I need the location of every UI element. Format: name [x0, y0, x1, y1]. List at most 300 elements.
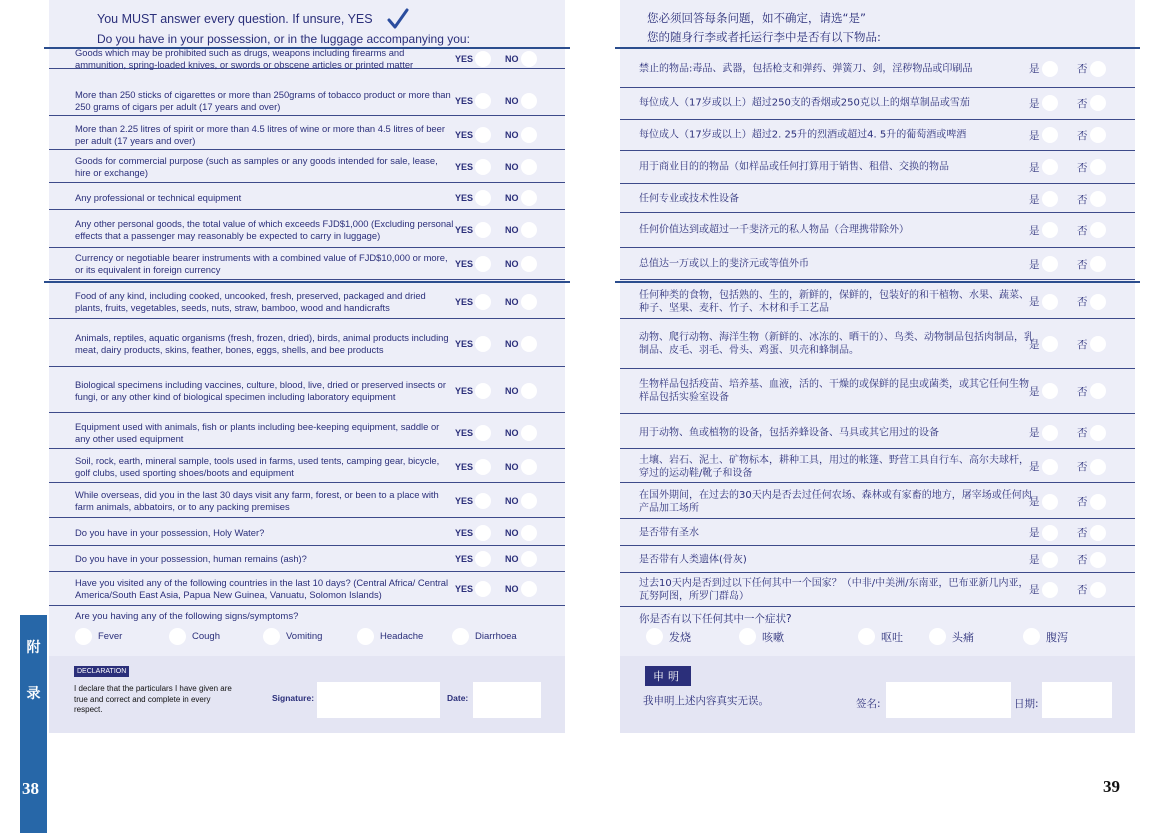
- no-option[interactable]: [505, 336, 537, 352]
- no-label: 否: [1077, 63, 1088, 75]
- question-row: [49, 120, 565, 150]
- question-row: [620, 369, 1135, 414]
- question-text: 每位成人（17岁或以上）超过2. 25升的烈酒或超过4. 5升的葡萄酒或啤酒: [639, 129, 967, 141]
- no-option[interactable]: [1077, 256, 1106, 272]
- yes-checkbox[interactable]: [1042, 459, 1058, 475]
- yes-label: YES: [455, 554, 474, 564]
- possession-heading-zh: 您的随身行李或者托运行李中是否有以下物品:: [647, 30, 881, 44]
- no-label: NO: [505, 259, 519, 269]
- no-option[interactable]: [1077, 552, 1106, 568]
- possession-heading: Do you have in your possession, or in the luggage accompanying you:: [97, 32, 470, 46]
- yes-option[interactable]: [1029, 582, 1058, 598]
- question-text: 每位成人（17岁或以上）超过250支的香烟或250克以上的烟草制品或雪茄: [639, 97, 970, 109]
- yes-option[interactable]: [1029, 256, 1058, 272]
- symptom-option[interactable]: [739, 628, 784, 645]
- yes-checkbox[interactable]: [1042, 127, 1058, 143]
- declaration-text: I declare that the particulars I have given are true and correct and complete in every respect.: [74, 684, 232, 714]
- yes-checkbox[interactable]: [1042, 294, 1058, 310]
- no-option[interactable]: [505, 581, 537, 597]
- yes-checkbox[interactable]: [475, 93, 491, 109]
- question-row: [49, 186, 565, 210]
- question-text: 生物样品包括疫苗、培养基、血液，活的、干燥的或保鲜的昆虫或菌类，或其它任何生物样品包括实验室设备: [639, 379, 1029, 403]
- yes-checkbox[interactable]: [475, 581, 491, 597]
- no-checkbox[interactable]: [1090, 256, 1106, 272]
- yes-label: YES: [455, 496, 474, 506]
- yes-checkbox[interactable]: [1042, 256, 1058, 272]
- yes-label: 是: [1029, 161, 1040, 174]
- no-option[interactable]: [505, 459, 537, 475]
- question-row: [49, 321, 565, 367]
- symptoms-question-zh: 你是否有以下任何其中一个症状?: [639, 613, 792, 625]
- no-option[interactable]: [505, 93, 537, 109]
- yes-label: 是: [1029, 496, 1040, 508]
- no-option[interactable]: [505, 294, 537, 310]
- symptom-label: 呕吐: [881, 630, 903, 644]
- no-checkbox[interactable]: [1090, 383, 1106, 399]
- yes-option[interactable]: [1029, 552, 1058, 568]
- yes-option[interactable]: [455, 51, 491, 67]
- no-label: 否: [1077, 97, 1088, 110]
- yes-label: YES: [455, 259, 474, 269]
- signature-label: Signature:: [272, 693, 315, 703]
- question-row: [620, 87, 1135, 120]
- no-checkbox[interactable]: [521, 459, 537, 475]
- no-option[interactable]: [505, 222, 537, 238]
- yes-option[interactable]: [455, 525, 491, 541]
- question-text: 在国外期间，在过去的30天内是否去过任何农场、森林或有家畜的地方，屠宰场或任何肉产品加工场所: [639, 489, 1032, 514]
- yes-label: YES: [455, 296, 474, 307]
- no-option[interactable]: [1077, 494, 1106, 510]
- yes-label: 是: [1029, 584, 1040, 596]
- appendix-side-tab: [20, 615, 47, 833]
- question-text: 过去10天内是否到过以下任何其中一个国家？（中非/中美洲/东南亚，巴布亚新几内亚，瓦努阿图，所罗门群岛）: [639, 577, 1029, 602]
- no-checkbox[interactable]: [521, 190, 537, 206]
- no-option[interactable]: [505, 425, 537, 441]
- no-label: 否: [1077, 427, 1088, 439]
- question-row: [620, 249, 1135, 280]
- question-row: [49, 47, 565, 70]
- no-checkbox[interactable]: [521, 581, 537, 597]
- question-text: More than 250 sticks of cigarettes or more than 250grams of tobacco product or more than 250 grams of cigars per adult (17 years and over): [75, 89, 451, 112]
- no-checkbox[interactable]: [521, 222, 537, 238]
- question-row: [49, 573, 565, 606]
- no-checkbox[interactable]: [1090, 525, 1106, 541]
- no-option[interactable]: [1077, 127, 1106, 143]
- no-checkbox[interactable]: [1090, 222, 1106, 238]
- no-option[interactable]: [1077, 459, 1106, 475]
- yes-option[interactable]: [455, 93, 491, 109]
- customs-form-chinese: [620, 0, 1135, 733]
- yes-checkbox[interactable]: [1042, 159, 1058, 175]
- instruction-text: You MUST answer every question. If unsure, YES: [97, 12, 373, 26]
- yes-option[interactable]: [1029, 294, 1058, 310]
- no-label: 否: [1077, 554, 1088, 566]
- question-text: 是否带有圣水: [639, 527, 699, 538]
- no-option[interactable]: [1077, 95, 1106, 111]
- yes-option[interactable]: [1029, 459, 1058, 475]
- no-option[interactable]: [505, 51, 537, 67]
- question-text: Goods for commercial purpose (such as samples or any goods intended for sale, lease, hire or exchange): [75, 155, 438, 178]
- question-text: Any professional or technical equipment: [75, 191, 242, 203]
- question-text: While overseas, did you in the last 30 days visit any farm, forest, or been to a place with farm animals, abbatoirs, or to any packing premises: [75, 489, 439, 512]
- symptoms-question: Are you having any of the following signs/symptoms?: [75, 611, 299, 622]
- no-label: NO: [505, 584, 519, 594]
- question-row: [49, 87, 565, 116]
- yes-checkbox[interactable]: [475, 222, 491, 238]
- side-tab-char-1: 附: [26, 640, 41, 656]
- yes-checkbox[interactable]: [1042, 494, 1058, 510]
- yes-label: 是: [1029, 97, 1040, 110]
- question-text: 动物、爬行动物、海洋生物（新鲜的、冰冻的、晒干的）、鸟类、动物制品包括肉制品，乳制品、皮毛、羽毛、骨头、鸡蛋、贝壳和蜂制品。: [639, 332, 1034, 356]
- yes-option[interactable]: [1029, 336, 1058, 352]
- no-option[interactable]: [505, 551, 537, 567]
- yes-option[interactable]: [455, 159, 491, 175]
- yes-label: 是: [1029, 193, 1040, 206]
- symptom-option[interactable]: [357, 628, 423, 645]
- yes-option[interactable]: [455, 256, 491, 272]
- no-checkbox[interactable]: [521, 159, 537, 175]
- question-row: [620, 120, 1135, 151]
- no-checkbox[interactable]: [521, 493, 537, 509]
- question-text: Currency or negotiable bearer instruments with a combined value of FJD$10,000 or more, or its equivalent in foreign currency: [75, 252, 448, 275]
- symptom-checkbox[interactable]: [739, 628, 756, 645]
- yes-label: 是: [1029, 224, 1040, 237]
- yes-label: 是: [1029, 338, 1040, 351]
- symptom-checkbox[interactable]: [263, 628, 280, 645]
- symptom-checkbox[interactable]: [929, 628, 946, 645]
- yes-option[interactable]: [455, 127, 491, 143]
- no-option[interactable]: [1077, 159, 1106, 175]
- symptom-option[interactable]: [263, 628, 322, 645]
- yes-option[interactable]: [1029, 222, 1058, 238]
- question-text: 用于动物、鱼或植物的设备，包括养蜂设备、马具或其它用过的设备: [639, 427, 939, 438]
- no-option[interactable]: [1077, 525, 1106, 541]
- yes-option[interactable]: [455, 459, 491, 475]
- no-checkbox[interactable]: [1090, 159, 1106, 175]
- question-row: [49, 417, 565, 449]
- yes-checkbox[interactable]: [475, 459, 491, 475]
- signature-field-zh[interactable]: [886, 682, 1011, 718]
- no-checkbox[interactable]: [521, 551, 537, 567]
- yes-option[interactable]: [1029, 525, 1058, 541]
- no-option[interactable]: [505, 256, 537, 272]
- symptom-option[interactable]: [452, 628, 517, 645]
- symptom-option[interactable]: [1023, 628, 1068, 645]
- question-row: [620, 213, 1135, 248]
- question-text: Do you have in your possession, human remains (ash)?: [75, 553, 307, 564]
- question-text: 是否带有人类遗体(骨灰): [639, 554, 747, 565]
- question-text: Equipment used with animals, fish or plants including bee-keeping equipment, saddle or any other used equipment: [75, 420, 440, 444]
- yes-checkbox[interactable]: [475, 383, 491, 399]
- yes-option[interactable]: [455, 294, 491, 310]
- symptom-checkbox[interactable]: [169, 628, 186, 645]
- no-label: 否: [1077, 496, 1088, 508]
- declaration-text-zh: 我申明上述内容真实无误。: [643, 695, 769, 707]
- section-divider: [615, 281, 1140, 283]
- declaration-section-zh: [620, 656, 1135, 733]
- no-option[interactable]: [1077, 294, 1106, 310]
- checkmark-icon: [387, 8, 409, 30]
- yes-label: 是: [1029, 296, 1040, 308]
- side-tab-char-2: 录: [26, 686, 41, 702]
- no-option[interactable]: [505, 525, 537, 541]
- no-checkbox[interactable]: [521, 256, 537, 272]
- no-label: 否: [1077, 258, 1088, 271]
- question-text: 任何专业或技术性设备: [639, 193, 739, 205]
- yes-option[interactable]: [1029, 383, 1058, 399]
- declaration-section: [49, 656, 565, 733]
- symptoms-row: [49, 624, 565, 650]
- yes-option[interactable]: [1029, 95, 1058, 111]
- date-field-zh[interactable]: [1042, 682, 1112, 718]
- instruction-line: [97, 8, 613, 30]
- no-option[interactable]: [1077, 383, 1106, 399]
- no-checkbox[interactable]: [1090, 582, 1106, 598]
- question-row: [620, 451, 1135, 483]
- symptom-checkbox[interactable]: [646, 628, 663, 645]
- page-number-left: 38: [22, 779, 39, 798]
- question-row: [620, 320, 1135, 369]
- yes-label: YES: [455, 527, 474, 538]
- yes-option[interactable]: [455, 425, 491, 441]
- symptom-label: Cough: [192, 631, 220, 642]
- symptom-checkbox[interactable]: [858, 628, 875, 645]
- no-label: 否: [1077, 584, 1088, 596]
- question-text: 土壤、岩石、泥土、矿物标本，耕种工具，用过的帐篷、野营工具自行车、高尔夫球杆，穿过的运动鞋/靴子和设备: [639, 454, 1029, 479]
- no-label: NO: [505, 192, 519, 203]
- yes-checkbox[interactable]: [475, 525, 491, 541]
- no-option[interactable]: [505, 190, 537, 206]
- question-text: Food of any kind, including cooked, uncooked, fresh, preserved, packaged and dried plants, fruits, vegetables, seeds, nuts, straw, bamboo, wood and handicrafts: [75, 289, 426, 313]
- no-option[interactable]: [505, 493, 537, 509]
- section-divider: [615, 47, 1140, 49]
- symptom-label: Fever: [98, 631, 123, 642]
- yes-option[interactable]: [455, 493, 491, 509]
- yes-checkbox[interactable]: [1042, 222, 1058, 238]
- question-row: [620, 573, 1135, 607]
- no-label: 否: [1077, 193, 1088, 206]
- no-label: NO: [505, 162, 519, 172]
- declaration-tag-zh: 申明: [645, 666, 691, 686]
- yes-label: 是: [1029, 527, 1040, 539]
- no-checkbox[interactable]: [521, 127, 537, 143]
- question-row: [49, 369, 565, 413]
- question-row: [49, 152, 565, 183]
- no-checkbox[interactable]: [521, 294, 537, 310]
- yes-checkbox[interactable]: [475, 51, 491, 67]
- yes-label: YES: [455, 385, 474, 396]
- no-label: NO: [505, 385, 519, 396]
- no-label: 否: [1077, 296, 1088, 308]
- yes-checkbox[interactable]: [475, 127, 491, 143]
- no-option[interactable]: [1077, 222, 1106, 238]
- symptoms-row-zh: [620, 624, 1135, 650]
- yes-label: 是: [1029, 427, 1040, 439]
- yes-option[interactable]: [455, 551, 491, 567]
- symptom-label: Vomiting: [286, 631, 323, 642]
- yes-label: YES: [455, 584, 474, 594]
- no-label: 否: [1077, 129, 1088, 142]
- question-row: [620, 50, 1135, 88]
- customs-form-english: [49, 0, 565, 733]
- yes-option[interactable]: [1029, 494, 1058, 510]
- yes-label: 是: [1029, 461, 1040, 473]
- yes-label: YES: [455, 129, 474, 140]
- no-option[interactable]: [505, 159, 537, 175]
- question-row: [620, 417, 1135, 449]
- yes-option[interactable]: [455, 581, 491, 597]
- no-checkbox[interactable]: [1090, 191, 1106, 207]
- question-text: Goods which may be prohibited such as drugs, weapons including firearms and ammunition, spring-loaded knives, or swords or obscene articles or printed matter: [75, 47, 414, 70]
- question-text: 任何种类的食物，包括熟的、生的，新鲜的，保鲜的，包装好的和干植物、水果、蔬菜、种子、坚果、麦秆、竹子、木材和手工艺品: [639, 289, 1029, 314]
- no-checkbox[interactable]: [1090, 61, 1106, 77]
- no-checkbox[interactable]: [1090, 294, 1106, 310]
- yes-checkbox[interactable]: [475, 256, 491, 272]
- question-text: Biological specimens including vaccines, culture, blood, live, dried or preserved insects or fungi, or any other kind of biological specimen including laboratory equipment: [75, 378, 447, 402]
- question-text: Do you have in your possession, Holy Water?: [75, 526, 265, 538]
- yes-checkbox[interactable]: [1042, 336, 1058, 352]
- yes-label: YES: [455, 225, 474, 235]
- no-checkbox[interactable]: [1090, 552, 1106, 568]
- no-checkbox[interactable]: [1090, 459, 1106, 475]
- yes-label: YES: [455, 338, 474, 349]
- no-label: 否: [1077, 385, 1088, 398]
- symptom-option[interactable]: [75, 628, 122, 645]
- question-row: [49, 249, 565, 280]
- question-row: [620, 151, 1135, 184]
- yes-checkbox[interactable]: [475, 493, 491, 509]
- no-label: NO: [505, 338, 519, 349]
- no-option[interactable]: [1077, 425, 1106, 441]
- question-text: 用于商业目的的物品（如样品或任何打算用于销售、租借、交换的物品: [639, 161, 949, 173]
- no-label: 否: [1077, 461, 1088, 473]
- no-option[interactable]: [1077, 582, 1106, 598]
- no-label: NO: [505, 225, 519, 235]
- no-label: NO: [505, 427, 519, 438]
- yes-option[interactable]: [455, 190, 491, 206]
- yes-checkbox[interactable]: [1042, 95, 1058, 111]
- no-option[interactable]: [1077, 61, 1106, 77]
- no-option[interactable]: [1077, 191, 1106, 207]
- yes-checkbox[interactable]: [475, 336, 491, 352]
- yes-option[interactable]: [455, 336, 491, 352]
- yes-label: YES: [455, 162, 474, 172]
- yes-checkbox[interactable]: [1042, 582, 1058, 598]
- symptom-checkbox[interactable]: [452, 628, 469, 645]
- yes-label: YES: [455, 96, 474, 106]
- question-row: [620, 485, 1135, 519]
- no-checkbox[interactable]: [1090, 336, 1106, 352]
- no-label: 否: [1077, 224, 1088, 237]
- section-divider: [44, 281, 570, 283]
- yes-checkbox[interactable]: [475, 190, 491, 206]
- question-row: [49, 547, 565, 572]
- yes-checkbox[interactable]: [475, 551, 491, 567]
- question-row: [620, 285, 1135, 319]
- no-checkbox[interactable]: [1090, 425, 1106, 441]
- no-label: NO: [505, 461, 519, 472]
- question-row: [49, 485, 565, 518]
- no-option[interactable]: [505, 383, 537, 399]
- no-checkbox[interactable]: [521, 93, 537, 109]
- yes-checkbox[interactable]: [1042, 525, 1058, 541]
- yes-checkbox[interactable]: [475, 159, 491, 175]
- yes-checkbox[interactable]: [1042, 425, 1058, 441]
- yes-checkbox[interactable]: [1042, 61, 1058, 77]
- no-label: 否: [1077, 161, 1088, 174]
- yes-option[interactable]: [1029, 61, 1058, 77]
- question-text: More than 2.25 litres of spirit or more than 4.5 litres of wine or more than 4.5 litres of beer per adult (17 years and over): [75, 122, 445, 146]
- no-label: NO: [505, 96, 519, 106]
- yes-checkbox[interactable]: [475, 425, 491, 441]
- yes-option[interactable]: [1029, 159, 1058, 175]
- question-text: Animals, reptiles, aquatic organisms (fresh, frozen, dried), birds, animal products including meat, dairy products, skins, feather, bones, eggs, shells, and bee products: [75, 331, 449, 355]
- yes-option[interactable]: [1029, 127, 1058, 143]
- no-checkbox[interactable]: [521, 51, 537, 67]
- question-row: [49, 285, 565, 319]
- symptom-label: 腹泻: [1046, 630, 1068, 644]
- symptom-label: Headache: [380, 631, 424, 642]
- no-checkbox[interactable]: [521, 425, 537, 441]
- signature-field[interactable]: [317, 682, 440, 718]
- yes-option[interactable]: [455, 222, 491, 238]
- yes-checkbox[interactable]: [475, 294, 491, 310]
- yes-label: 是: [1029, 63, 1040, 75]
- question-row: [620, 186, 1135, 213]
- question-row: [620, 520, 1135, 546]
- instruction-text-zh: 您必须回答每条问题，如不确定，请选“是”: [647, 11, 866, 25]
- yes-checkbox[interactable]: [1042, 383, 1058, 399]
- symptom-label: 发烧: [669, 630, 691, 644]
- question-text: 任何价值达到或超过一千斐济元的私人物品（合理携带除外）: [639, 224, 909, 236]
- yes-option[interactable]: [1029, 191, 1058, 207]
- symptom-option[interactable]: [929, 628, 974, 645]
- date-field[interactable]: [473, 682, 541, 718]
- symptom-checkbox[interactable]: [75, 628, 92, 645]
- yes-option[interactable]: [1029, 425, 1058, 441]
- yes-label: YES: [455, 427, 474, 438]
- no-label: 否: [1077, 338, 1088, 351]
- no-checkbox[interactable]: [521, 336, 537, 352]
- question-text: Soil, rock, earth, mineral sample, tools used in farms, used tents, camping gear, bicycle, golf clubs, used sporting shoes/boots and equipment: [75, 454, 440, 478]
- symptom-option[interactable]: [169, 628, 220, 645]
- no-label: NO: [505, 129, 519, 140]
- no-label: NO: [505, 54, 519, 64]
- symptom-checkbox[interactable]: [357, 628, 374, 645]
- no-option[interactable]: [1077, 336, 1106, 352]
- question-row: [49, 520, 565, 546]
- symptom-checkbox[interactable]: [1023, 628, 1040, 645]
- symptom-option[interactable]: [858, 628, 903, 645]
- yes-option[interactable]: [455, 383, 491, 399]
- yes-label: 是: [1029, 129, 1040, 142]
- page-number-right: 39: [1103, 777, 1120, 796]
- yes-label: YES: [455, 461, 474, 472]
- no-checkbox[interactable]: [521, 525, 537, 541]
- symptom-label: 咳嗽: [762, 630, 784, 644]
- symptom-option[interactable]: [646, 628, 691, 645]
- question-row: [620, 547, 1135, 573]
- yes-label: 是: [1029, 554, 1040, 566]
- yes-checkbox[interactable]: [1042, 552, 1058, 568]
- no-checkbox[interactable]: [521, 383, 537, 399]
- no-checkbox[interactable]: [1090, 95, 1106, 111]
- symptom-label: Diarrhoea: [475, 631, 517, 642]
- no-checkbox[interactable]: [1090, 127, 1106, 143]
- yes-checkbox[interactable]: [1042, 191, 1058, 207]
- no-option[interactable]: [505, 127, 537, 143]
- no-checkbox[interactable]: [1090, 494, 1106, 510]
